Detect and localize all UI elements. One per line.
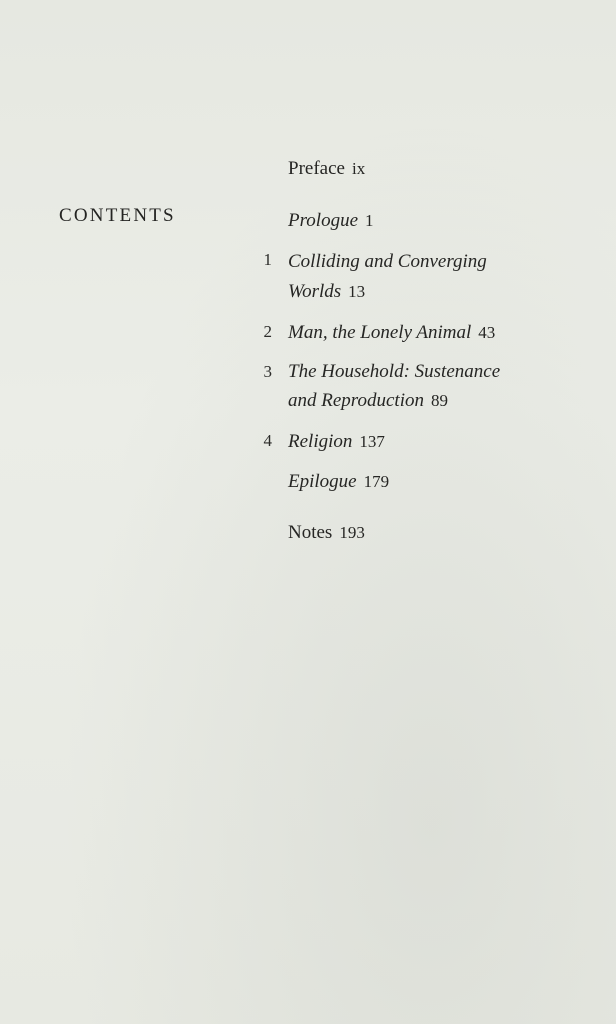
toc-entry-chapter-3-line2 xyxy=(288,386,448,415)
toc-entry-preface xyxy=(288,154,365,183)
contents-heading: CONTENTS xyxy=(59,205,176,226)
toc-page-number: 1 xyxy=(365,211,374,230)
toc-page-number: 89 xyxy=(430,391,448,410)
toc-entry-prologue xyxy=(288,206,374,235)
toc-page-number: 137 xyxy=(359,432,385,451)
toc-title: Notes xyxy=(288,522,333,543)
toc-page-number: 43 xyxy=(478,323,496,342)
toc-entry-chapter-1-line1 xyxy=(288,247,487,276)
toc-title-continued: Worlds xyxy=(288,281,342,302)
toc-title-continued: and Reproduction xyxy=(288,390,424,411)
toc-title: Colliding and Converging xyxy=(288,251,487,272)
toc-entry-chapter-1-line2 xyxy=(288,277,365,306)
chapter-number: 2 xyxy=(263,322,272,341)
chapter-number: 4 xyxy=(263,431,272,450)
toc-page-number: 13 xyxy=(348,282,366,301)
toc-title: Man, the Lonely Animal xyxy=(288,322,472,343)
toc-entry-chapter-2 xyxy=(288,318,495,347)
toc-entry-chapter-3-line1 xyxy=(288,357,500,386)
toc-title: Prologue xyxy=(288,210,359,231)
toc-entry-epilogue xyxy=(288,467,389,496)
toc-entry-notes xyxy=(288,518,365,547)
toc-title: Preface xyxy=(288,158,345,179)
toc-page-number: ix xyxy=(351,159,366,178)
toc-title: Religion xyxy=(288,431,353,452)
toc-entry-chapter-4 xyxy=(288,427,385,456)
chapter-number: 1 xyxy=(263,250,272,269)
toc-title: Epilogue xyxy=(288,471,357,492)
chapter-number: 3 xyxy=(263,362,272,381)
toc-page-number: 193 xyxy=(339,523,365,542)
toc-title: The Household: Sustenance xyxy=(288,361,501,382)
toc-page-number: 179 xyxy=(363,472,390,491)
